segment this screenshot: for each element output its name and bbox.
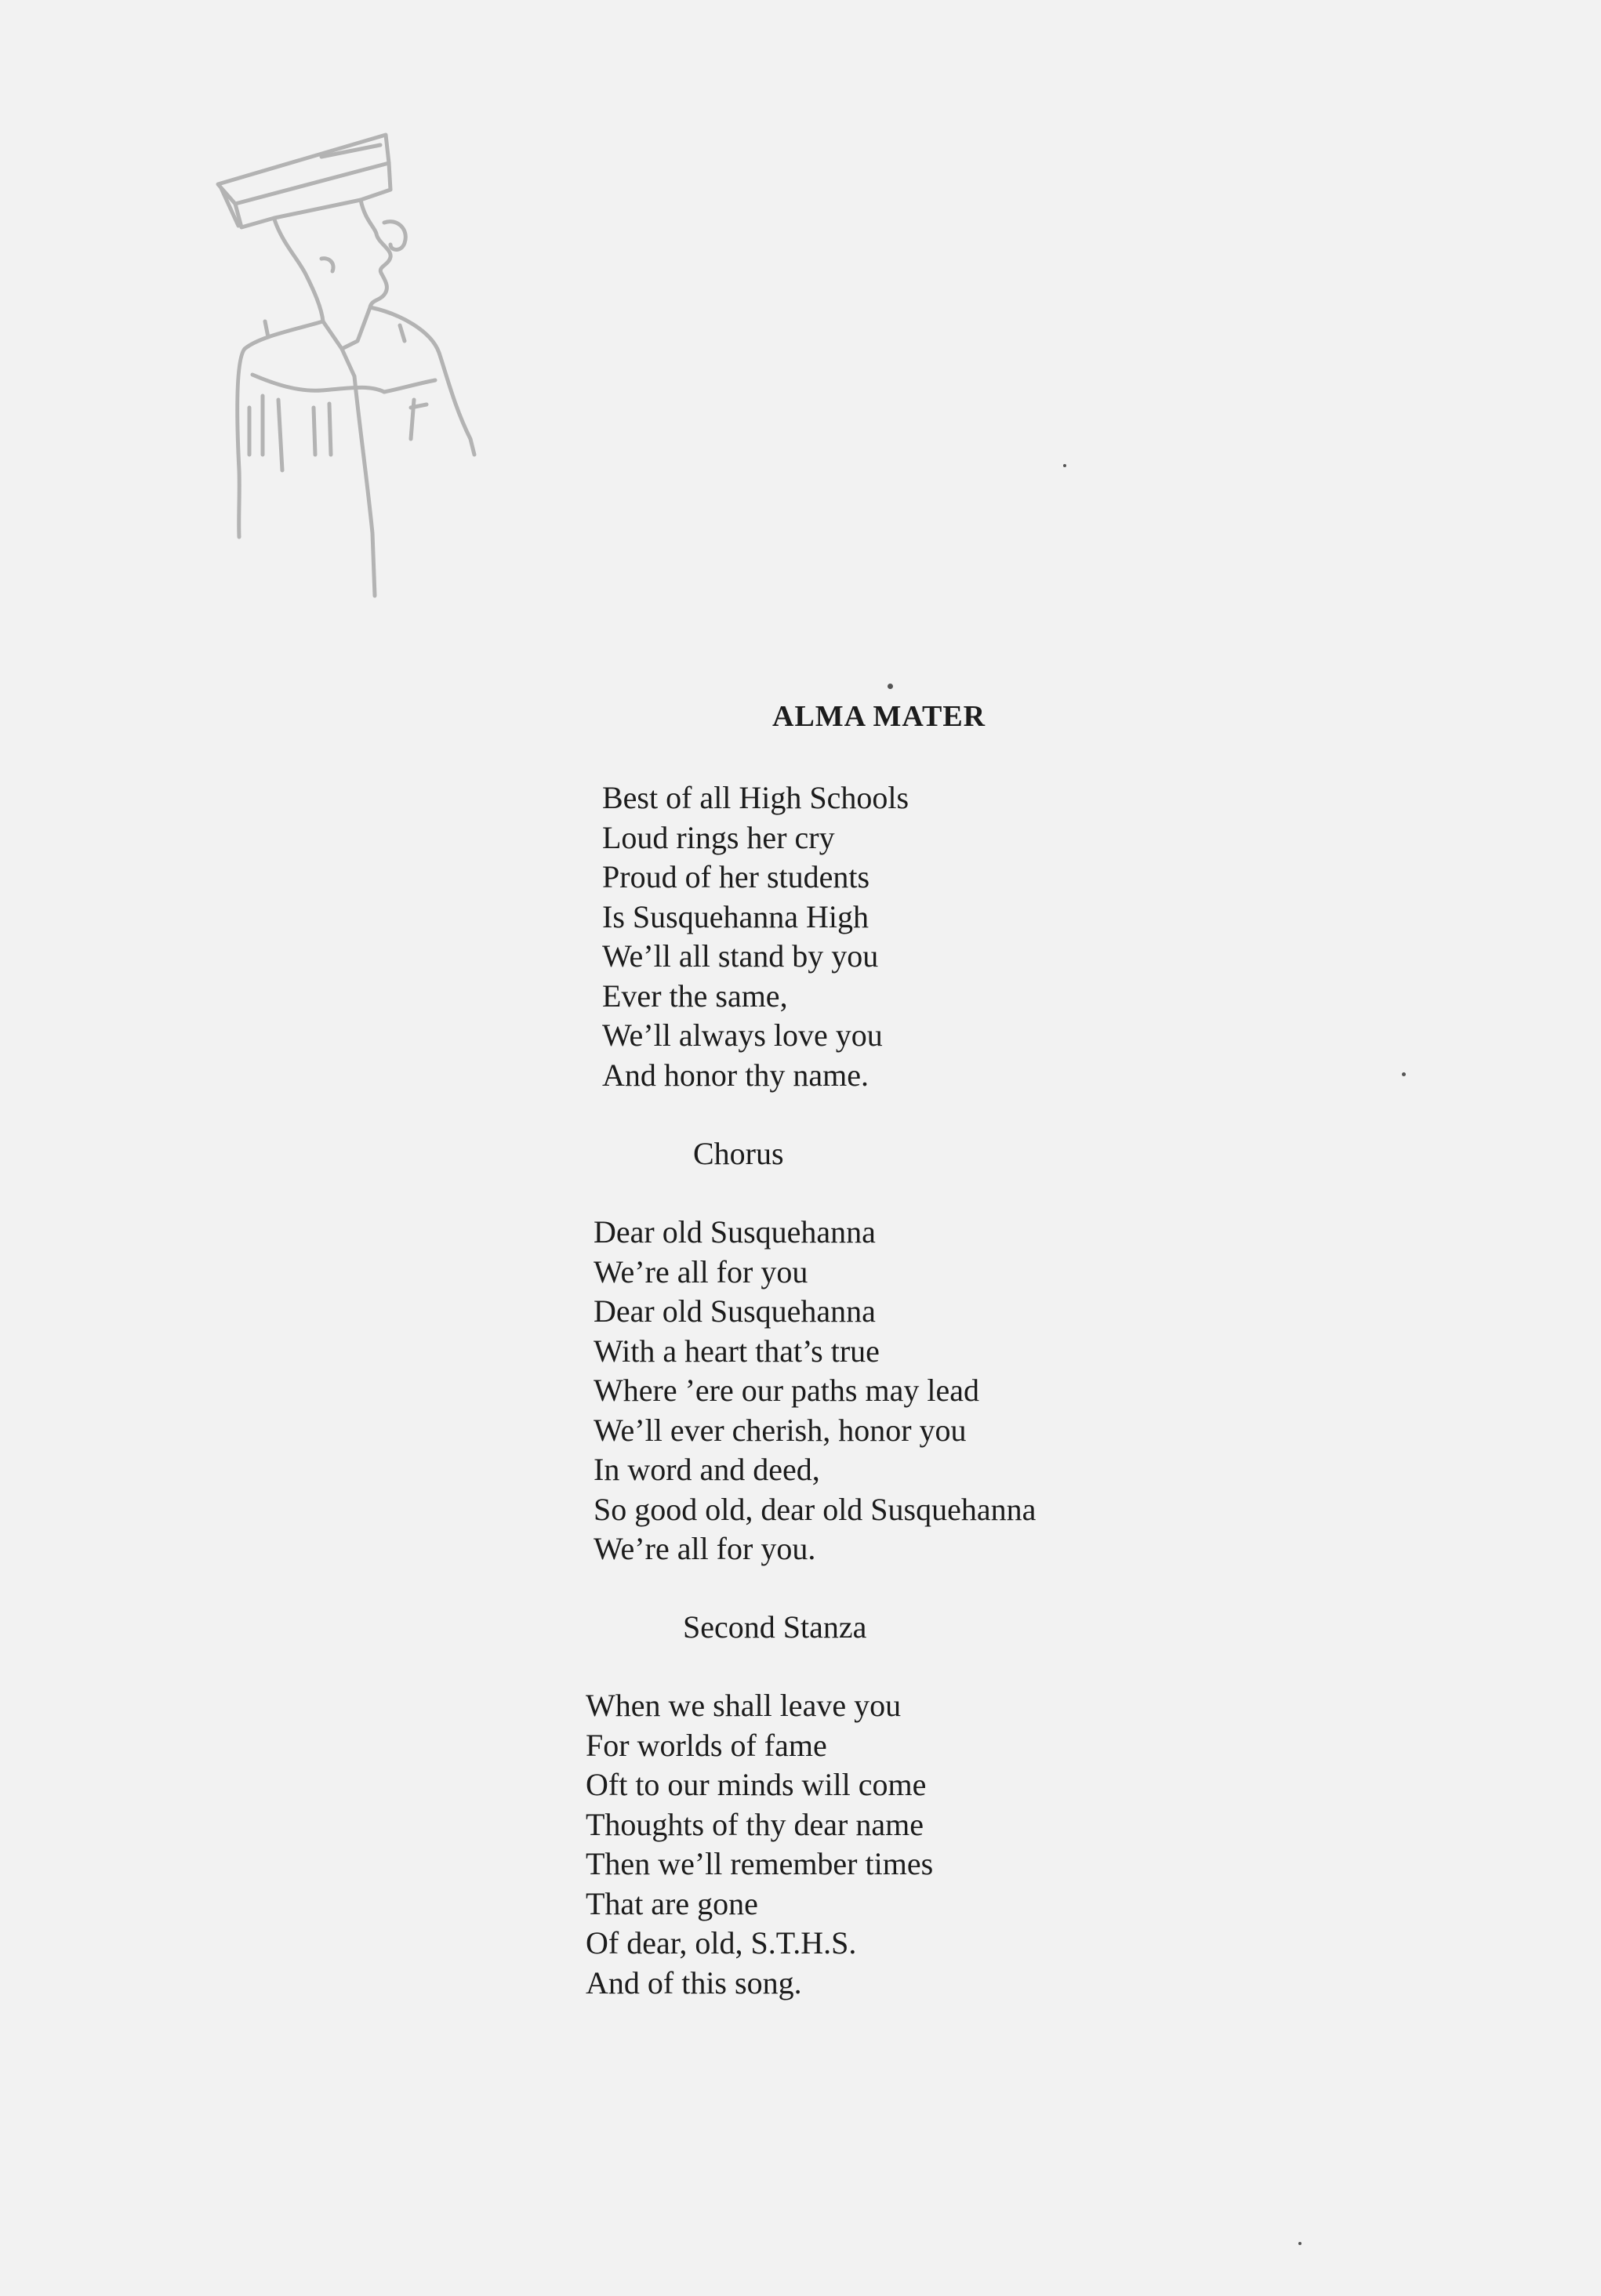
- lyric-line: Of dear, old, S.T.H.S.: [586, 1925, 857, 1960]
- lyric-line: Dear old Susquehanna: [594, 1293, 876, 1329]
- lyric-line: So good old, dear old Susquehanna: [594, 1491, 1036, 1527]
- paper-speck: [1063, 464, 1066, 467]
- lyric-line: Oft to our minds will come: [586, 1767, 927, 1802]
- lyric-line: Best of all High Schools: [602, 780, 909, 815]
- second-stanza-heading: Second Stanza: [683, 1609, 867, 1645]
- lyric-line: Proud of her students: [602, 859, 870, 894]
- lyric-line: For worlds of fame: [586, 1727, 827, 1763]
- chorus-heading: Chorus: [693, 1136, 784, 1171]
- lyric-line: With a heart that’s true: [594, 1333, 880, 1369]
- first-verse: [602, 778, 909, 1095]
- lyric-line: And honor thy name.: [602, 1057, 869, 1093]
- paper-speck: [888, 684, 893, 689]
- lyric-line: Ever the same,: [602, 978, 788, 1014]
- lyric-line: Then we’ll remember times: [586, 1846, 934, 1881]
- lyric-line: We’ll ever cherish, honor you: [594, 1412, 967, 1448]
- paper-speck: [1402, 1072, 1406, 1076]
- second-verse: [586, 1686, 933, 2003]
- paper-speck: [1298, 2242, 1301, 2245]
- lyric-line: We’re all for you.: [594, 1531, 816, 1566]
- lyric-line: And of this song.: [586, 1964, 802, 2000]
- lyric-line: We’ll all stand by you: [602, 938, 879, 974]
- lyric-line: When we shall leave you: [586, 1688, 902, 1723]
- lyric-line: We’re all for you: [594, 1253, 808, 1289]
- lyric-line: Dear old Susquehanna: [594, 1214, 876, 1250]
- lyric-line: We’ll always love you: [602, 1017, 883, 1053]
- chorus: [594, 1213, 1036, 1569]
- lyric-line: Is Susquehanna High: [602, 898, 869, 934]
- lyric-line: Where ’ere our paths may lead: [594, 1373, 979, 1408]
- lyric-line: Thoughts of thy dear name: [586, 1806, 924, 1842]
- graduate-sketch-icon: [204, 125, 486, 611]
- lyric-line: Loud rings her cry: [602, 819, 835, 855]
- lyric-line: That are gone: [586, 1885, 758, 1921]
- song-title: ALMA MATER: [772, 700, 986, 733]
- lyric-line: In word and deed,: [594, 1452, 820, 1487]
